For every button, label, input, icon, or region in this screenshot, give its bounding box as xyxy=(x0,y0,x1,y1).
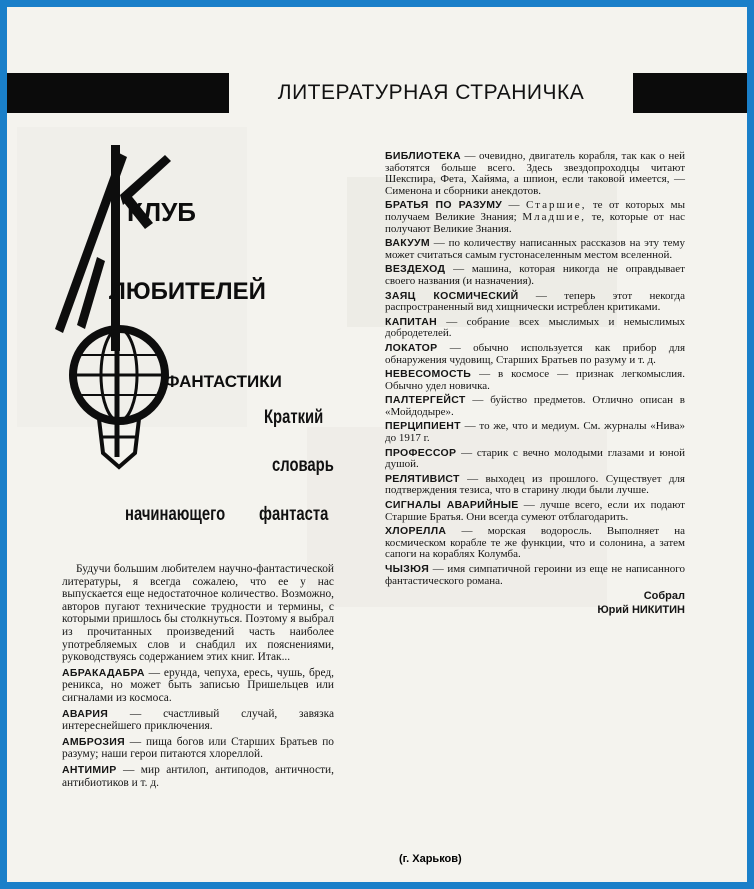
logo-word-lovers: ЛЮБИТЕЛЕЙ xyxy=(109,278,266,305)
dict-entry: АМБРОЗИЯ — пища богов или Старших Братьев по разуму; наши герои питаются хлореллой. xyxy=(62,735,334,761)
subtitle-line-1: Краткий xyxy=(264,407,324,428)
dict-entry: РЕЛЯТИВИСТ — выходец из прошлого. Существует для подтверждения тезиса, что в старину люди были лучше. xyxy=(385,472,685,497)
dict-entry: ПАЛТЕРГЕЙСТ — буйство предметов. Отлично описан в «Мойдодыре». xyxy=(385,394,685,418)
dict-entry: ЛОКАТОР — обычно используется как прибор для обнаружения чудовищ, Старших Братьев по разуму и т. д. xyxy=(385,341,685,366)
intro-paragraph: Будучи большим любителем научно-фантастической литературы, я всегда сожалею, что ее у нас выпускается еще недостаточное количество. Возможно, авторов пугают технические трудности и термины, с которыми пришлось бы столкнуться. Поэтому я выбрал из прочитанных произведений часть наиболее употребляемых слов и снабдил их пояснениями, руководствуясь содержанием этих книг. Итак... xyxy=(62,563,334,664)
signature-author: Юрий НИКИТИН xyxy=(597,603,685,616)
header-bar-left xyxy=(7,73,229,113)
logo-word-club: КЛУБ xyxy=(127,197,196,227)
subtitle-line-3b: фантаста xyxy=(259,504,329,525)
signature-label: Собрал xyxy=(643,590,685,603)
dict-entry: ВАКУУМ — по количеству написанных рассказов на эту тему может считаться самым густонаселенным местом вселенной. xyxy=(385,237,685,261)
magazine-page xyxy=(7,7,747,882)
dict-entry: БРАТЬЯ ПО РАЗУМУ — Старшие, те от которых мы получаем Великие Знания; Младшие, те, которые от нас получают Великие Знания. xyxy=(385,199,686,235)
dict-entry: ВЕЗДЕХОД — машина, которая никогда не оправдывает своего названия (и назначения). xyxy=(385,263,685,287)
left-column xyxy=(62,563,334,792)
logo-word-fantasy: ФАНТАСТИКИ xyxy=(165,372,282,391)
logo-k-stem xyxy=(111,145,120,351)
dict-entry: АНТИМИР — мир антилоп, антиподов, античности, антибиотиков и т. д. xyxy=(62,763,334,789)
dict-entry: ПЕРЦИПИЕНТ — то же, что и медиум. См. журналы «Нива» до 1917 г. xyxy=(385,420,685,445)
dict-entry: ЗАЯЦ КОСМИЧЕСКИЙ — теперь этот некогда распространенный вид хищнически истреблен критиками. xyxy=(385,289,685,314)
dict-entry: АВАРИЯ — счастливый случай, завязка интереснейшего приключения. xyxy=(62,707,334,733)
club-logo xyxy=(47,137,337,482)
dict-entry: КАПИТАН — собрание всех мыслимых и немыслимых добродетелей. xyxy=(385,315,685,340)
dict-entry: АБРАКАДАБРА — ерунда, чепуха, ересь, чушь, бред, реникса, но может быть записью Пришельцев или сигналами из космоса. xyxy=(62,666,334,704)
dict-entry: ЧЫЗЮЯ — имя симпатичной героини из еще не написанного фантастического романа. xyxy=(385,563,685,587)
dict-entry: ПРОФЕССОР — старик с вечно молодыми глазами и юной душой. xyxy=(385,446,685,471)
section-title: ЛИТЕРАТУРНАЯ СТРАНИЧКА xyxy=(277,81,585,104)
subtitle-line-3a: начинающего xyxy=(125,504,226,525)
dict-entry: ХЛОРЕЛЛА — морская водоросль. Выполняет на космическом корабле те же функции, что и солонина, а затем сапоги на кораблях Колумба. xyxy=(385,525,685,561)
header-bar-right xyxy=(633,73,747,113)
dict-entry: СИГНАЛЫ АВАРИЙНЫЕ — лучше всего, если их подают Старшие Братья. Они всегда сумеют отблагодарить. xyxy=(385,499,685,523)
dict-entry: НЕВЕСОМОСТЬ — в космосе — признак легкомыслия. Обычно удел новичка. xyxy=(385,368,685,392)
right-column xyxy=(385,151,685,616)
signature-city: (г. Харьков) xyxy=(399,853,462,865)
dict-entry: БИБЛИОТЕКА — очевидно, двигатель корабля, так как о ней заботятся больше всего. Здесь звездопроходцы читают Шекспира, Фета, Хайяма, а шпион, если таковой имеется, — Сименона и сборники анекдотов. xyxy=(385,150,685,197)
subtitle-line-2: словарь xyxy=(272,455,334,476)
